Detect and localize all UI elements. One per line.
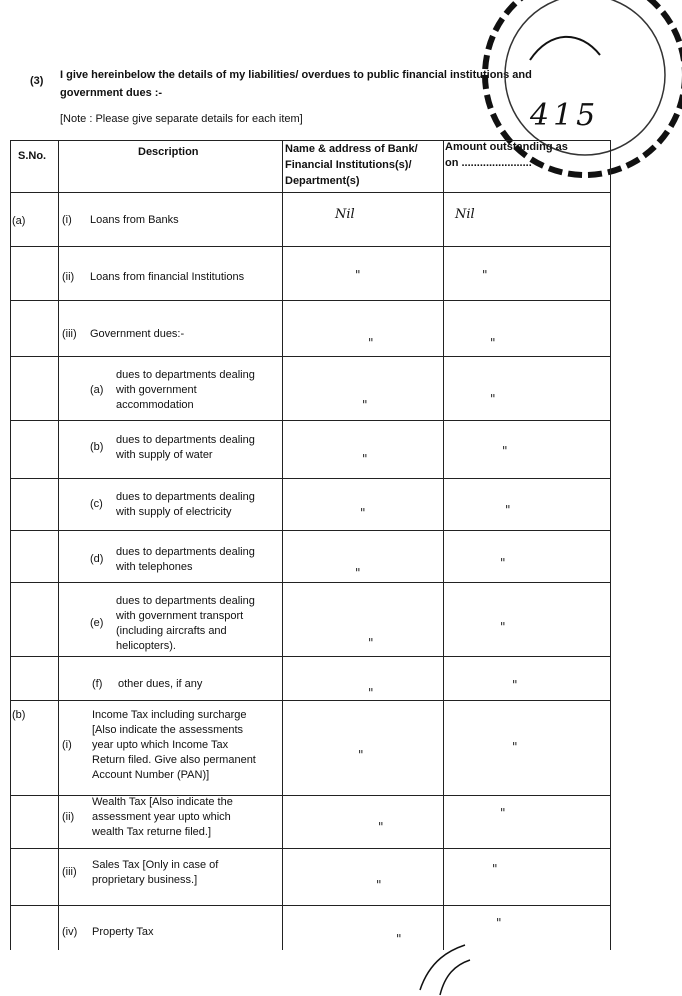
row-amount-value: " [496,916,502,930]
row-description-line: assessment year upto which [92,811,231,823]
row-description [92,708,278,783]
row-sub-index: (iv) [62,926,78,938]
table-column-divider [58,140,59,950]
table-row-divider [10,246,610,247]
row-description-line: with government transport [116,610,244,622]
table-row-divider [10,356,610,357]
row-description-line: Loans from financial Institutions [90,271,245,283]
table-row-divider [10,420,610,421]
row-name-value: " [368,636,374,650]
table-row-divider [10,848,610,849]
row-sub-index: (i) [62,214,72,226]
row-sub-index: (d) [90,553,104,565]
row-name-value: " [355,268,361,282]
row-sno: (a) [12,215,26,227]
table-row-divider [10,905,610,906]
section-number: (3) [30,75,44,87]
row-description-line: dues to departments dealing [116,491,255,503]
header-name-line-3: Department(s) [285,175,360,187]
table-row-divider [10,700,610,701]
row-description [90,270,278,285]
header-amount [445,139,610,171]
header-sno: S.No. [18,150,47,162]
row-description-line: Sales Tax [Only in case of [92,859,219,871]
row-sub-index: (c) [90,498,103,510]
row-name-value: " [378,820,384,834]
row-description [92,858,278,888]
row-sub-index: (i) [62,739,72,751]
row-description [116,545,278,575]
row-description [116,594,278,654]
row-name-value: " [362,452,368,466]
row-amount-value: " [502,444,508,458]
row-amount-value: " [500,620,506,634]
row-description-line: dues to departments dealing [116,595,255,607]
row-description [116,433,278,463]
row-name-value: " [368,686,374,700]
row-sub-index: (b) [90,441,104,453]
row-description-line: dues to departments dealing [116,369,255,381]
row-amount-value: Nil [455,207,475,222]
row-name-value: " [355,566,361,580]
table-row-divider [10,478,610,479]
row-name-value: " [362,398,368,412]
header-amount-line-2: on ....................... [445,157,532,169]
intro-line-1: I give hereinbelow the details of my liabilities/ overdues to public financial institutions and [60,69,532,81]
row-description-line: Account Number (PAN)] [92,769,210,781]
signature-scribble-icon [410,940,490,996]
table-column-divider [282,140,283,950]
row-sub-index: (ii) [62,811,75,823]
row-description-line: dues to departments dealing [116,434,255,446]
header-description: Description [138,146,199,158]
table-column-divider [443,140,444,950]
row-description-line: Income Tax including surcharge [92,709,247,721]
header-amount-line-1: Amount outstanding as [445,141,568,153]
row-description-line: (including aircrafts and [116,625,227,637]
row-description-line: year upto which Income Tax [92,739,229,751]
row-description-line: accommodation [116,399,194,411]
row-description-line: Wealth Tax [Also indicate the [92,796,233,808]
row-sub-index: (a) [90,384,104,396]
row-description-line: other dues, if any [118,678,203,690]
row-description-line: with supply of electricity [116,506,232,518]
table-row-divider [10,656,610,657]
note-text: [Note : Please give separate details for each item] [60,113,303,125]
row-sno: (b) [12,709,26,721]
row-description-line: wealth Tax returne filed.] [92,826,212,838]
row-amount-value: " [490,336,496,350]
row-name-value: Nil [335,207,355,222]
row-description-line: with government [116,384,197,396]
row-amount-value: " [482,268,488,282]
row-description [90,327,278,342]
row-description-line: with supply of water [116,449,213,461]
row-description-line: with telephones [116,561,193,573]
row-sub-index: (ii) [62,271,75,283]
row-amount-value: " [492,862,498,876]
table-row-divider [10,582,610,583]
row-description [116,368,278,413]
row-description-line: Return filed. Give also permanent [92,754,256,766]
header-name-line-1: Name & address of Bank/ [285,143,418,155]
table-column-divider [610,140,611,950]
row-sub-index: (e) [90,617,104,629]
row-description [118,677,278,692]
row-description-line: dues to departments dealing [116,546,255,558]
header-name-line-2: Financial Institutions(s)/ [285,159,412,171]
row-amount-value: " [500,556,506,570]
row-sub-index: (iii) [62,866,77,878]
row-description-line: Government dues:- [90,328,185,340]
row-description-line: [Also indicate the assessments [92,724,244,736]
row-description-line: helicopters). [116,640,176,652]
row-amount-value: " [512,678,518,692]
row-sub-index: (iii) [62,328,77,340]
table-row-divider [10,192,610,193]
row-description-line: Property Tax [92,926,154,938]
stamp-handwritten-number: 415 [530,98,600,133]
row-name-value: " [358,748,364,762]
row-description [90,213,278,228]
row-name-value: " [360,506,366,520]
row-name-value: " [368,336,374,350]
row-description-line: Loans from Banks [90,214,179,226]
row-amount-value: " [505,503,511,517]
row-amount-value: " [500,806,506,820]
row-name-value: " [396,932,402,946]
row-sub-index: (f) [92,678,103,690]
row-description [116,490,278,520]
table-row-divider [10,530,610,531]
row-description [92,795,278,840]
row-description [92,925,278,940]
header-name-address [285,141,445,189]
row-name-value: " [376,878,382,892]
row-amount-value: " [490,392,496,406]
row-description-line: proprietary business.] [92,874,198,886]
table-column-divider [10,140,11,950]
row-amount-value: " [512,740,518,754]
table-row-divider [10,300,610,301]
intro-line-2: government dues :- [60,87,163,99]
